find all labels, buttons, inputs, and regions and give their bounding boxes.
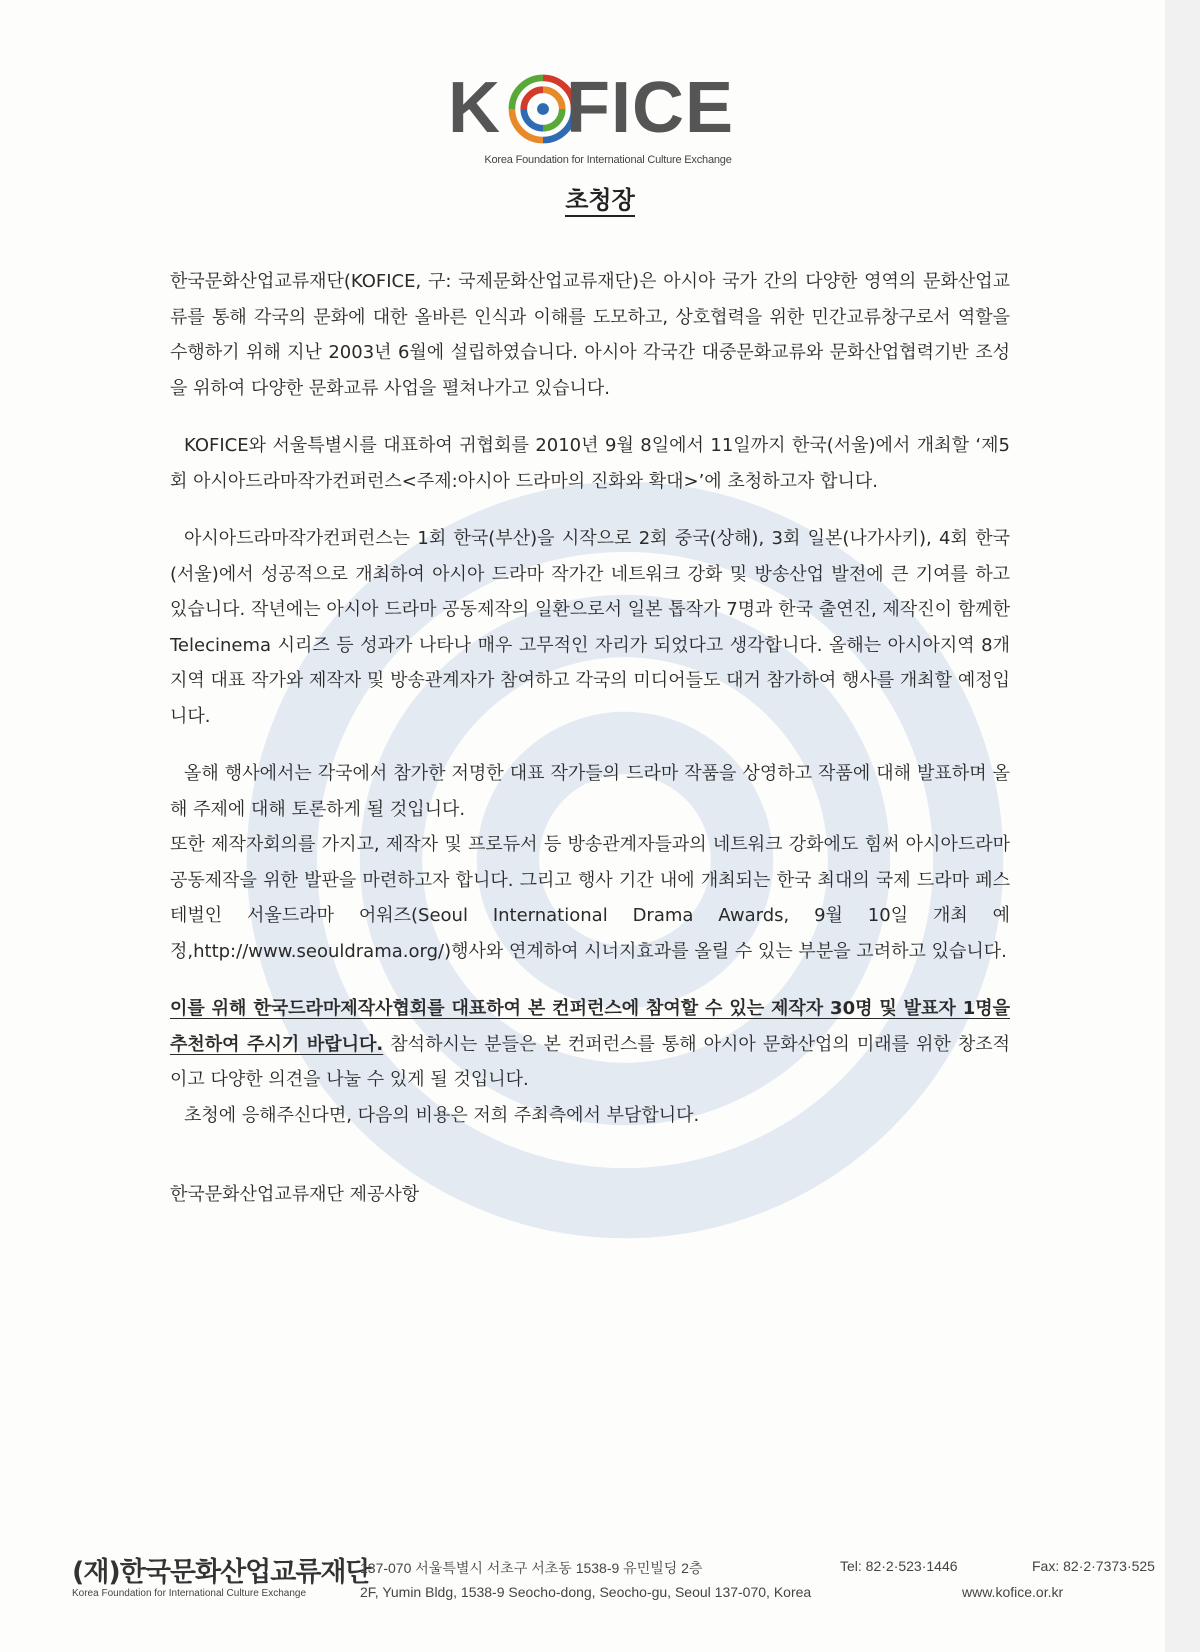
paragraph-cost-note: 초청에 응해주신다면, 다음의 비용은 저희 주최측에서 부담합니다. bbox=[184, 1104, 700, 1126]
paragraph-invitation: KOFICE와 서울특별시를 대표하여 귀협회를 2010년 9월 8일에서 11일까지 한국(서울)에서 개최할 ‘제5회 아시아드라마작가컨퍼런스<주제:아시아 드라마의 진화와 확대>’에 초청하고자 합니다. bbox=[170, 435, 1010, 492]
paragraph-intro: 한국문화산업교류재단(KOFICE, 구: 국제문화산업교류재단)은 아시아 국가 간의 다양한 영역의 문화산업교류를 통해 각국의 문화에 대한 올바른 인식과 이해를 도모하고, 상호협력을 위한 민간교류창구로서 역할을 수행하기 위해 지난 2003년 6월에 설립하였습니다. 아시아 각국간 대중문화교류와 문화산업협력기반 조성을 위하여 다양한 문화교류 사업을 펼쳐나가고 있습니다. bbox=[170, 271, 1010, 399]
logo-letters-fice: FICE bbox=[566, 68, 735, 148]
letter-body bbox=[170, 264, 1010, 1213]
provision-heading: 한국문화산업교류재단 제공사항 bbox=[170, 1184, 420, 1205]
kofice-logo bbox=[448, 66, 768, 170]
document-title: 초청장 bbox=[480, 180, 720, 215]
footer-address-en: 2F, Yumin Bldg, 1538-9 Seocho-dong, Seocho-gu, Seoul 137-070, Korea bbox=[360, 1584, 812, 1600]
paragraph-request bbox=[170, 991, 1010, 1098]
footer-fax: Fax: 82·2·7373·525 bbox=[1032, 1558, 1155, 1574]
logo-tagline: Korea Foundation for International Culture Exchange bbox=[484, 154, 732, 166]
paragraph-network: 또한 제작자회의를 가지고, 제작자 및 프로듀서 등 방송관계자들과의 네트워크 강화에도 힘써 아시아드라마 공동제작을 위한 발판을 마련하고자 합니다. 그리고 행사 기간 내에 개최되는 한국 최대의 국제 드라마 페스테벌인 서울드라마 어워즈(Seoul International Drama Awards, 9월 10일 개최 예정,http://www.seouldrama.org/)행사와 연계하여 시너지효과를 올릴 수 있는 부분을 고려하고 있습니다. bbox=[170, 834, 1010, 962]
footer-website-link[interactable]: www.kofice.or.kr bbox=[962, 1584, 1064, 1600]
logo-letter-k: K bbox=[448, 68, 501, 148]
letterhead-footer bbox=[72, 1550, 1155, 1610]
request-emphasis: 이를 위해 한국드라마제작사협회를 대표하여 본 컨퍼런스에 참여할 수 있는 제작자 30명 및 발표자 1명을 추천하여 주시기 바랍니다. bbox=[170, 998, 1010, 1055]
footer-tel: Tel: 82·2·523·1446 bbox=[840, 1558, 958, 1574]
request-rest: 참석하시는 분들은 본 컨퍼런스를 통해 아시아 문화산업의 미래를 위한 창조적이고 다양한 의견을 나눌 수 있게 될 것입니다. bbox=[170, 1033, 1010, 1090]
paragraph-program: 올해 행사에서는 각국에서 참가한 저명한 대표 작가들의 드라마 작품을 상영하고 작품에 대해 발표하며 올해 주제에 대해 토론하게 될 것입니다. bbox=[170, 763, 1010, 820]
paragraph-history: 아시아드라마작가컨퍼런스는 1회 한국(부산)을 시작으로 2회 중국(상해), 3회 일본(나가사키), 4회 한국(서울)에서 성공적으로 개최하여 아시아 드라마 작가간 네트워크 강화 및 방송산업 발전에 큰 기여를 하고 있습니다. 작년에는 아시아 드라마 공동제작의 일환으로서 일본 톱작가 7명과 한국 출연진, 제작진이 함께한 Telecinema 시리즈 등 성과가 나타나 매우 고무적인 자리가 되었다고 생각합니다. 올해는 아시아지역 8개지역 대표 작가와 제작자 및 방송관계자가 참여하고 각국의 미디어들도 대거 참가하여 행사를 개최할 예정입니다. bbox=[170, 528, 1010, 727]
footer-org-name-ko: (재)한국문화산업교류재단 bbox=[72, 1557, 371, 1588]
footer-address-ko: 137-070 서울특별시 서초구 서초동 1538-9 유민빌딩 2층 bbox=[360, 1560, 703, 1576]
footer-org-name-en: Korea Foundation for International Culture Exchange bbox=[72, 1588, 307, 1599]
